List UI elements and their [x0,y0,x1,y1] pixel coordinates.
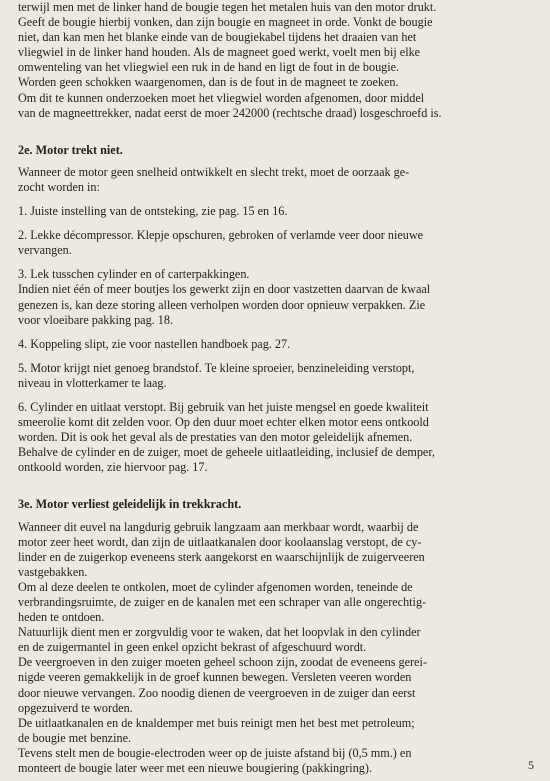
list-item [18,361,538,391]
text-line: vastgebakken. [18,564,88,579]
text-line: 2. Lekke décompressor. Klepje opschuren, gebroken of verlamde veer door nieuwe [18,228,424,243]
text-line: smeerolie komt dit zelden voor. Op den duur moet echter elken motor eens ontkoold [18,415,429,430]
text-line: Worden geen schokken waargenomen, dan is de fout in de magneet te zoeken. [18,75,399,90]
text-line: van de magneettrekker, nadat eerst de moer 242000 (rechtsche draad) losgeschroefd is. [18,105,442,120]
list-item [18,228,538,258]
text-line: Tevens stelt men de bougie-electroden weer op de juiste afstand bij (0,5 mm.) en [18,745,412,760]
text-line: 6. Cylinder en uitlaat verstopt. Bij gebruik van het juiste mengsel en goede kwaliteit [18,399,429,414]
text-line: Om dit te kunnen onderzoeken moet het vliegwiel worden afgenomen, door middel [18,90,425,105]
text-line: opgezuiverd te worden. [18,700,133,715]
text-line: niet, dan kan men het blanke einde van de bougiekabel tijdens het draaien van het [18,30,417,45]
text-line: motor zeer heet wordt, dan zijn de uitlaatkanalen door koolaanslag verstopt, de cy- [18,534,422,549]
text-line: vervangen. [18,243,72,258]
text-line: De uitlaatkanalen en de knaldemper met buis reinigt men het best met petroleum; [18,715,415,730]
text-line: Indien niet één of meer boutjes los gewerkt zijn en door vastzetten daarvan de kwaal [18,282,431,297]
text-line: Behalve de cylinder en de zuiger, moet de geheele uitlaatleiding, inclusief de demper, [18,445,435,460]
text-line: worden. Dit is ook het geval als de prestaties van den motor geleidelijk afnemen. [18,430,413,445]
text-line: niveau in vlotterkamer te laag. [18,375,167,390]
list-item [18,337,538,352]
text-line: de bougie met benzine. [18,730,132,745]
list-item [18,267,538,327]
text-line: Om al deze deelen te ontkolen, moet de cylinder afgenomen worden, teneinde de [18,579,413,594]
text-line: genezen is, kan deze storing alleen verholpen worden door opnieuw verpakken. Zie [18,297,426,312]
text-line: omwenteling van het vliegwiel een ruk in de hand en ligt de fout in de bougie. [18,60,400,75]
text-line: De veergroeven in den zuiger moeten geheel schoon zijn, zoodat de eveneens gerei- [18,655,427,670]
text-line: 3. Lek tusschen cylinder en of carterpakkingen. [18,267,250,282]
text-line: Wanneer dit euvel na langdurig gebruik langzaam aan merkbaar wordt, waarbij de [18,519,419,534]
text-line: terwijl men met de linker hand de bougie tegen het metalen huis van den motor drukt. [18,0,437,14]
text-line: monteert de bougie later weer met een nieuwe bougiering (pakkingring). [18,761,372,776]
text-line: Wanneer de motor geen snelheid ontwikkelt en slecht trekt, moet de oorzaak ge- [18,164,410,179]
text-line: heden te ontdoen. [18,610,105,625]
section-heading: 3e. Motor verliest geleidelijk in trekkracht. [18,497,242,512]
list-item [18,400,538,475]
text-line: vliegwiel in de linker hand houden. Als de magneet goed werkt, voelt men bij elke [18,45,421,60]
text-line: zocht worden in: [18,179,100,194]
text-line: door nieuwe vervangen. Zoo noodig dienen de veergroeven in de zuiger dan eerst [18,685,416,700]
text-line: linder en de zuigerkop eveneens sterk aangekorst en waarschijnlijk de zuigerveeren [18,549,425,564]
text-line: 4. Koppeling slipt, zie voor nastellen handboek pag. 27. [18,336,291,351]
list-item [18,204,538,219]
text-line: 5. Motor krijgt niet genoeg brandstof. Te kleine sproeier, benzineleiding verstopt, [18,360,415,375]
text-line: nigde veeren gemakkelijk in de groef kunnen bewegen. Versleten veeren worden [18,670,412,685]
text-line: Geeft de bougie hierbij vonken, dan zijn bougie en magneet in orde. Vonkt de bougie [18,15,433,30]
section-2 [18,143,538,476]
page-number: 5 [528,758,534,772]
text-line: 1. Juiste instelling van de ontsteking, zie pag. 15 en 16. [18,204,288,219]
section-heading: 2e. Motor trekt niet. [18,142,123,157]
intro-paragraph [18,0,538,121]
text-line: Natuurlijk dient men er zorgvuldig voor te waken, dat het loopvlak in den cylinder [18,625,421,640]
text-line: voor vloeibare pakking pag. 18. [18,312,174,327]
text-line: verbrandingsruimte, de zuiger en de kanalen met een schraper van alle ongerechtig- [18,595,427,609]
section-3 [18,497,538,776]
text-line: en de zuigermantel in geen enkel opzicht bekrast of afgeschuurd wordt. [18,640,367,655]
document-page [18,0,538,776]
text-line: ontkoold worden, zie hiervoor pag. 17. [18,460,208,475]
